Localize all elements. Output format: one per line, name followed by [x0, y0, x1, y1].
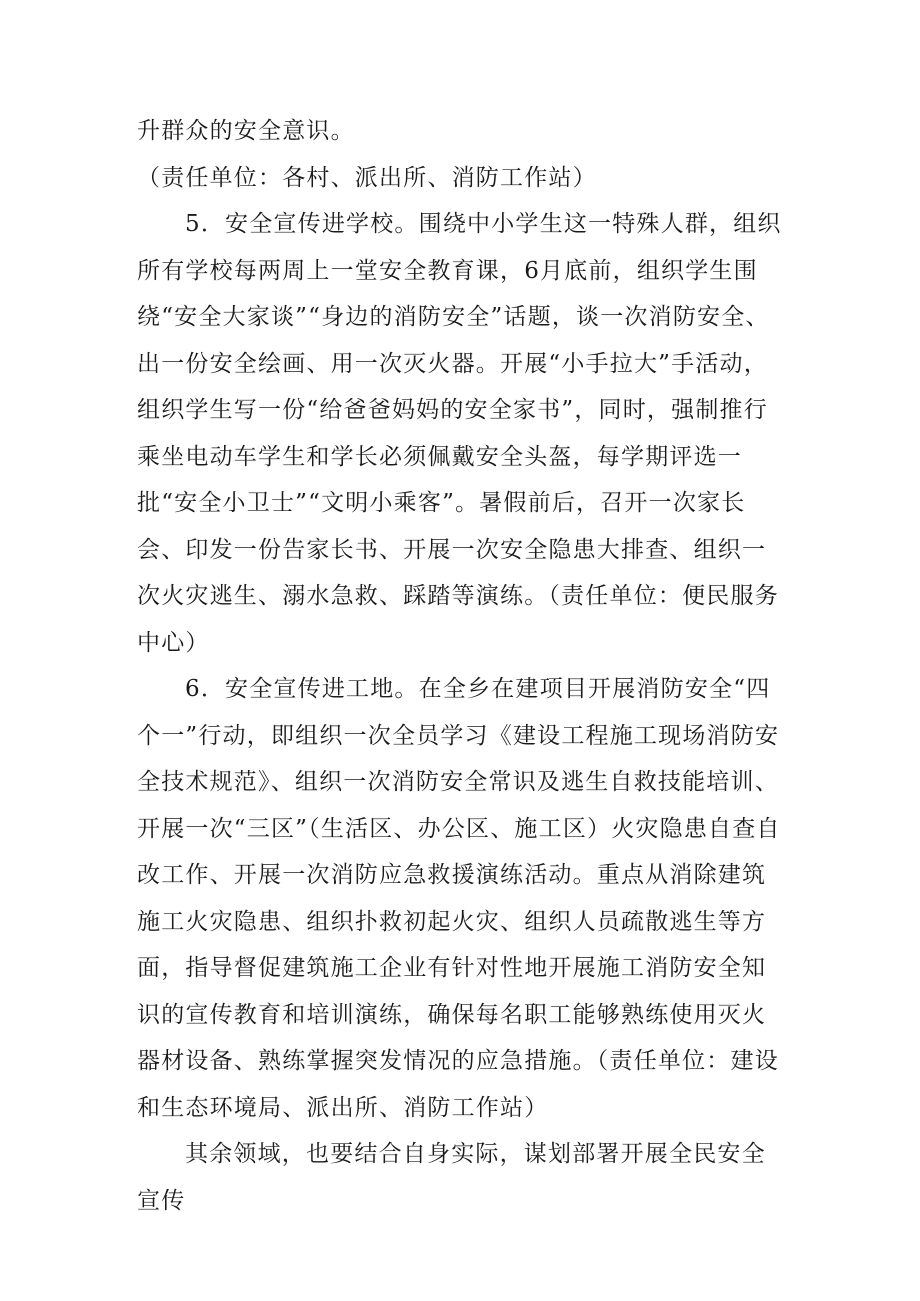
responsibility-note: （责任单位：各村、派出所、消防工作站）	[137, 164, 597, 191]
document-body	[137, 108, 787, 1224]
paragraph-continuation: 升群众的安全意识。	[137, 118, 355, 144]
paragraph-school-safety: 5．安全宣传进学校。围绕中小学生这一特殊人群，组织所有学校每两周上一堂安全教育课，6月底前，组织学生围绕“安全大家谈”“身边的消防安全”话题，谈一次消防安全、出一份安全绘画、用一次灭火器。开展“小手拉大”手活动，组织学生写一份“给爸爸妈妈的安全家书”，同时，强制推行乘坐电动车学生和学长必须佩戴安全头盔，每学期评选一批“安全小卫士”“文明小乘客”。暑假前后，召开一次家长会、印发一份告家长书、开展一次安全隐患大排查、组织一次火灾逃生、溺水急救、踩踏等演练。（责任单位：便民服务中心）	[137, 211, 782, 656]
paragraph-construction-safety: 6．安全宣传进工地。在全乡在建项目开展消防安全“四个一”行动，即组织一次全员学习《建设工程施工现场消防安全技术规范》、组织一次消防安全常识及逃生自救技能培训、开展一次“三区”（生活区、办公区、施工区）火灾隐患自查自改工作、开展一次消防应急救援演练活动。重点从消除建筑施工火灾隐患、组织扑救初起火灾、组织人员疏散逃生等方面，指导督促建筑施工企业有针对性地开展施工消防安全知识的宣传教育和培训演练，确保每名职工能够熟练使用灭火器材设备、熟练掌握突发情况的应急措施。（责任单位：建设和生态环境局、派出所、消防工作站）	[137, 676, 781, 1121]
paragraph-other-fields: 其余领域，也要结合自身实际，谋划部署开展全民安全宣传	[137, 1141, 766, 1214]
